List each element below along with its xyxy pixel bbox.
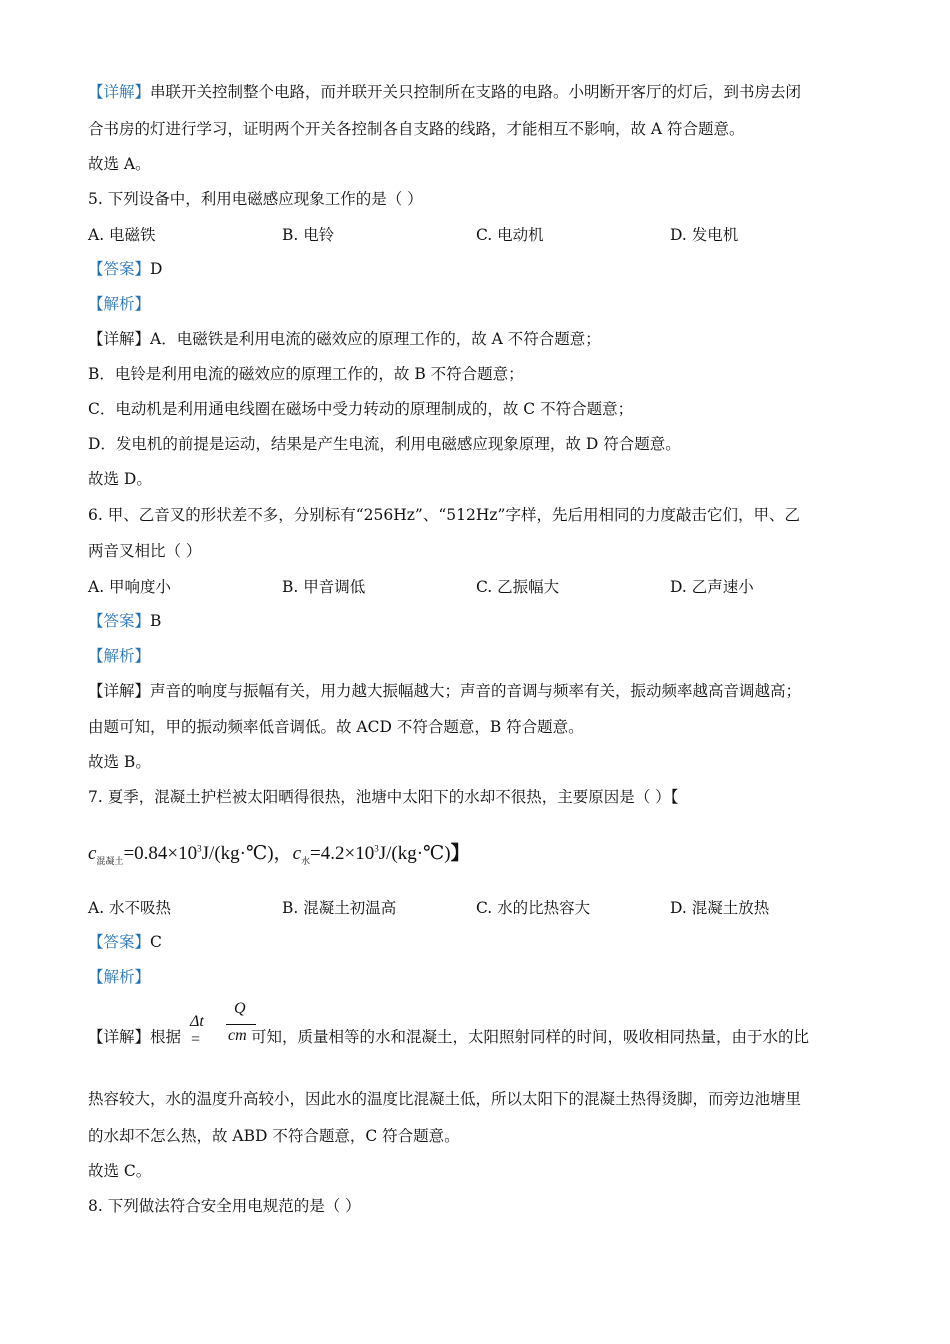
question-5-stem: 5. 下列设备中，利用电磁感应现象工作的是（ ） — [88, 190, 423, 208]
q7-answer: 【答案】C — [88, 933, 162, 951]
q5-detail-line-4: D．发电机的前提是运动，结果是产生电流，利用电磁感应现象原理，故 D 符合题意。 — [88, 435, 681, 453]
q5-option-a: A. 电磁铁 — [88, 226, 156, 244]
q6-conclusion: 故选 B。 — [88, 753, 151, 771]
q7-option-c: C. 水的比热容大 — [476, 899, 591, 917]
q5-detail-line-2: B．电铃是利用电流的磁效应的原理工作的，故 B 不符合题意； — [88, 365, 524, 383]
q5-detail-line-3: C．电动机是利用通电线圈在磁场中受力转动的原理制成的，故 C 不符合题意； — [88, 400, 634, 418]
q7-option-a: A. 水不吸热 — [88, 899, 172, 917]
q6-option-b: B. 甲音调低 — [282, 578, 366, 596]
q5-option-b: B. 电铃 — [282, 226, 335, 244]
q5-detail-line-1: 【详解】A．电磁铁是利用电流的磁效应的原理工作的，故 A 不符合题意； — [88, 330, 601, 348]
q6-option-d: D. 乙声速小 — [670, 578, 754, 596]
q5-conclusion: 故选 D。 — [88, 470, 152, 488]
q6-detail-line-1: 【详解】声音的响度与振幅有关，用力越大振幅越大；声音的音调与频率有关，振动频率越高音调越高； — [88, 682, 802, 700]
q5-option-c: C. 电动机 — [476, 226, 544, 244]
question-7-stem: 7. 夏季，混凝土护栏被太阳晒得很热，池塘中太阳下的水却不很热，主要原因是（ ）【 — [88, 788, 679, 806]
question-6-stem: 6. 甲、乙音叉的形状差不多，分别标有“256Hz”、“512Hz”字样，先后用相同的力度敲击它们，甲、乙 — [88, 506, 800, 524]
q7-detail-line-2: 热容较大，水的温度升高较小，因此水的温度比混凝土低，所以太阳下的混凝土热得烫脚，而旁边池塘里 — [88, 1090, 802, 1108]
q7-analysis-tag: 【解析】 — [88, 968, 151, 986]
question-6-stem-line-2: 两音叉相比（ ） — [88, 542, 202, 560]
specific-heat-formula: $c_{混凝土}=0.84\times 10^3J/(kg\cdot℃)$，$c_水=4.2\times 10^3J/(kg\cdot℃)$】 — [88, 843, 470, 866]
q7-option-d: D. 混凝土放热 — [670, 899, 770, 917]
q6-option-c: C. 乙振幅大 — [476, 578, 560, 596]
q7-detail-line-1: 【详解】根据 可知，质量相等的水和混凝土，太阳照射同样的时间，吸收相同热量，由于水的比 — [88, 1028, 810, 1046]
q5-analysis-tag: 【解析】 — [88, 295, 151, 313]
q7-detail-line-3: 的水却不怎么热，故 ABD 不符合题意，C 符合题意。 — [88, 1127, 460, 1145]
q5-option-d: D. 发电机 — [670, 226, 739, 244]
q6-answer: 【答案】B — [88, 612, 162, 630]
q6-detail-line-2: 由题可知，甲的振动频率低音调低。故 ACD 不符合题意，B 符合题意。 — [88, 718, 584, 736]
q5-answer: 【答案】D — [88, 260, 163, 278]
q6-analysis-tag: 【解析】 — [88, 647, 151, 665]
question-8-stem: 8. 下列做法符合安全用电规范的是（ ） — [88, 1197, 361, 1215]
detail-paragraph-line: 合书房的灯进行学习，证明两个开关各控制各自支路的线路，才能相互不影响，故 A 符合题意。 — [88, 120, 745, 138]
q7-conclusion: 故选 C。 — [88, 1162, 152, 1180]
fraction-bar — [226, 1024, 256, 1025]
q7-option-b: B. 混凝土初温高 — [282, 899, 397, 917]
conclusion: 故选 A。 — [88, 155, 151, 173]
detail-tag: 【详解】 — [88, 83, 151, 101]
q6-option-a: A. 甲响度小 — [88, 578, 172, 596]
detail-paragraph: 【详解】串联开关控制整个电路，而并联开关只控制所在支路的电路。小明断开客厅的灯后，到书房去闭 — [88, 83, 802, 101]
